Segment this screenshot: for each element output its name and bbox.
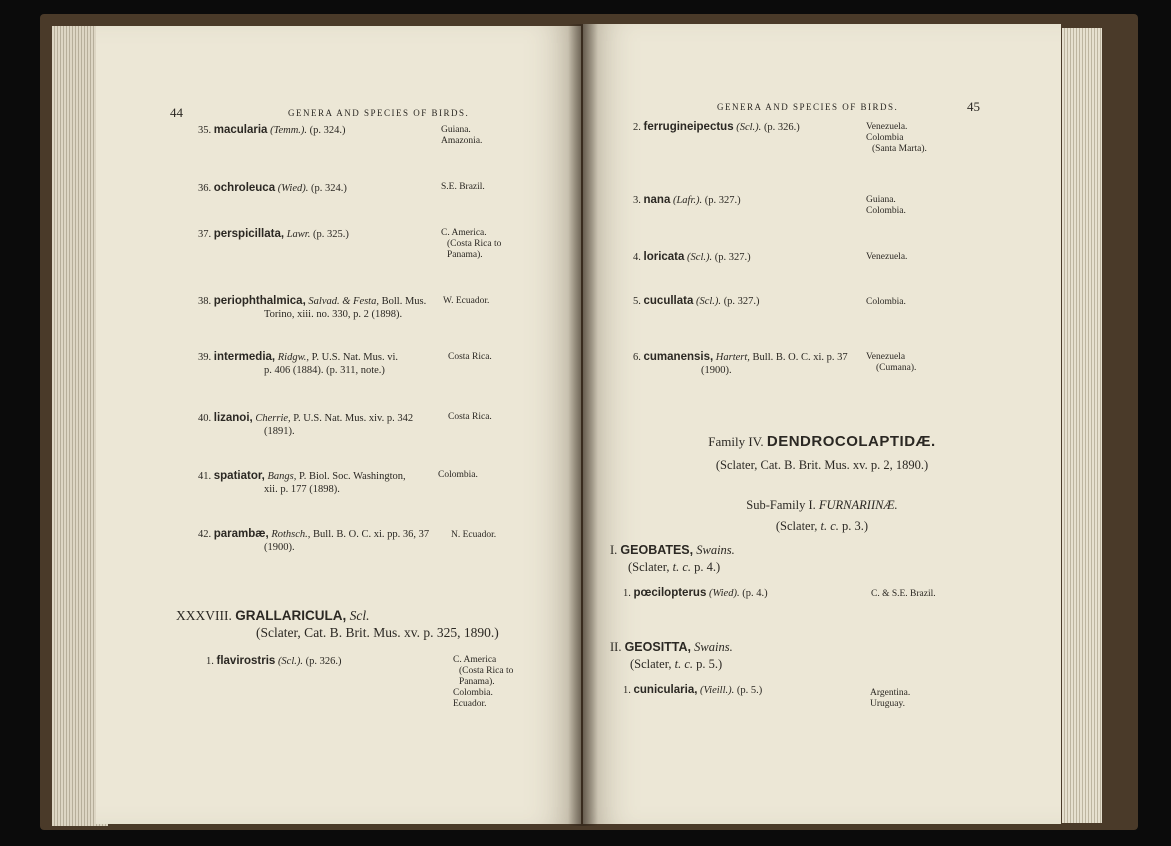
entry-number: 38. — [198, 296, 212, 307]
species-reference: (p. 327.) — [714, 252, 751, 263]
species-name: loricata — [643, 251, 685, 263]
range-line: Guiana. — [441, 125, 471, 135]
range-41 — [438, 470, 478, 481]
species-name: perspicillata, — [213, 228, 285, 240]
ref-text: p. 3.) — [842, 519, 869, 533]
entry-number: 5. — [633, 296, 641, 307]
range-line: Colombia. — [438, 470, 478, 480]
species-reference: (p. 325.) — [312, 229, 349, 240]
species-author: (Vieill.). — [700, 685, 735, 696]
entry-number: 6. — [633, 352, 641, 363]
range-line: (Costa Rica to — [459, 666, 514, 676]
range-6 — [866, 352, 916, 374]
species-entry-flavirostris — [206, 655, 342, 668]
species-name: ochroleuca — [213, 182, 276, 194]
range-line: Argentina. — [870, 688, 911, 698]
species-author: (Temm.). — [270, 125, 308, 136]
genus-author: Swains. — [694, 640, 733, 654]
species-name: lizanoi, — [213, 412, 253, 424]
ref-text: p. 4.) — [694, 560, 721, 574]
species-reference: (p. 324.) — [310, 183, 347, 194]
range-line: Venezuela — [866, 352, 906, 362]
right-page — [583, 24, 1061, 824]
species-reference: (p. 4.) — [742, 588, 768, 599]
entry-number: 39. — [198, 352, 212, 363]
entry-number: 2. — [633, 122, 641, 133]
species-entry-cunicularia — [623, 684, 762, 697]
species-name: cumanensis, — [643, 351, 714, 363]
species-author: Rothsch., — [271, 529, 311, 540]
species-reference: Boll. Mus. — [381, 296, 427, 307]
species-name: ferrugineipectus — [643, 121, 734, 133]
range-poecilopterus — [871, 589, 936, 600]
ref-text: p. 5.) — [696, 657, 723, 671]
subfamily-heading — [583, 498, 1061, 513]
genus-name: GEOBATES, — [620, 543, 694, 557]
species-author: Cherrie, — [255, 413, 291, 424]
species-author: (Scl.). — [277, 656, 304, 667]
species-name: cucullata — [643, 295, 694, 307]
genus-author: Swains. — [696, 543, 735, 557]
entry-number: 1. — [623, 685, 631, 696]
species-reference-cont: p. 406 (1884). (p. 311, note.) — [264, 365, 385, 376]
range-42 — [451, 530, 496, 541]
range-line: Uruguay. — [870, 699, 905, 709]
range-line: Venezuela. — [866, 252, 908, 262]
range-line: Costa Rica. — [448, 352, 492, 362]
species-entry-4 — [633, 251, 751, 264]
range-36 — [441, 182, 485, 193]
species-entry-42 — [198, 528, 429, 554]
entry-number: 3. — [633, 195, 641, 206]
genus-heading-geositta — [610, 639, 733, 673]
page-number-left: 44 — [170, 105, 183, 120]
ref-text: (Sclater, — [630, 657, 672, 671]
species-entry-41 — [198, 470, 406, 496]
species-entry-40 — [198, 412, 413, 438]
species-name: macularia — [213, 124, 268, 136]
range-line: Ecuador. — [453, 699, 487, 709]
species-name: parambæ, — [213, 528, 269, 540]
species-author: (Wied). — [708, 588, 740, 599]
range-cunicularia — [870, 688, 910, 710]
genus-reference: (Sclater, Cat. B. Brit. Mus. xv. p. 325, 1890.) — [256, 625, 499, 640]
ref-abbrev: t. c. — [820, 519, 839, 533]
species-author: Ridgw., — [277, 352, 310, 363]
entry-number: 1. — [206, 656, 214, 667]
left-page — [96, 26, 581, 824]
range-line: Venezuela. — [866, 122, 908, 132]
range-line: Colombia. — [453, 688, 493, 698]
species-entry-2 — [633, 121, 800, 134]
range-line: N. Ecuador. — [451, 530, 497, 540]
ref-abbrev: t. c. — [674, 657, 694, 671]
species-reference: (p. 324.) — [309, 125, 346, 136]
species-reference: Bull. B. O. C. xi. p. 37 — [752, 352, 848, 363]
genus-number: XXXVIII. — [176, 608, 232, 623]
range-4 — [866, 252, 907, 263]
range-line: (Cumana). — [876, 363, 917, 373]
range-40 — [448, 412, 492, 423]
species-reference-cont: (1900). — [264, 542, 295, 553]
entry-number: 1. — [623, 588, 631, 599]
species-entry-36 — [198, 182, 347, 195]
species-reference: (p. 5.) — [736, 685, 763, 696]
species-reference: (p. 326.) — [763, 122, 800, 133]
genus-name: GEOSITTA, — [624, 640, 692, 654]
ref-text: (Sclater, — [775, 519, 818, 533]
species-author: (Scl.). — [695, 296, 722, 307]
page-number-right: 45 — [967, 99, 980, 114]
species-reference-cont: Torino, xiii. no. 330, p. 2 (1898). — [264, 309, 403, 320]
range-line: Guiana. — [866, 195, 896, 205]
range-line: S.E. Brazil. — [441, 182, 485, 192]
species-reference: Bull. B. O. C. xi. pp. 36, 37 — [313, 529, 430, 540]
genus-number: II. — [610, 640, 622, 654]
species-reference-cont: xii. p. 177 (1898). — [264, 484, 340, 495]
entry-number: 37. — [198, 229, 212, 240]
species-entry-38 — [198, 295, 426, 321]
range-39 — [448, 352, 492, 363]
range-line: C. America. — [441, 228, 487, 238]
range-35 — [441, 125, 482, 147]
subfamily-reference — [583, 519, 1061, 534]
subfamily-name: FURNARIINÆ. — [818, 498, 898, 512]
range-line: (Costa Rica to — [447, 239, 502, 249]
species-reference: P. U.S. Nat. Mus. vi. — [311, 352, 399, 363]
species-entry-3 — [633, 194, 741, 207]
range-line: Colombia — [866, 133, 904, 143]
book-gutter — [568, 24, 598, 826]
range-line: W. Ecuador. — [443, 296, 490, 306]
entry-number: 35. — [198, 125, 212, 136]
species-author: (Wied). — [277, 183, 309, 194]
ref-abbrev: t. c. — [672, 560, 692, 574]
range-line: Panama). — [459, 677, 495, 687]
genus-number: I. — [610, 543, 618, 557]
range-line: Panama). — [447, 250, 483, 260]
genus-name: GRALLARICULA, — [235, 608, 347, 623]
range-flavirostris — [453, 655, 513, 710]
entry-number: 4. — [633, 252, 641, 263]
entry-number: 41. — [198, 471, 212, 482]
entry-number: 42. — [198, 529, 212, 540]
range-line: Colombia. — [866, 297, 906, 307]
species-name: flavirostris — [216, 655, 276, 667]
species-entry-37 — [198, 228, 349, 241]
species-author: (Scl.). — [736, 122, 762, 133]
entry-number: 40. — [198, 413, 212, 424]
species-reference: P. U.S. Nat. Mus. xiv. p. 342 — [293, 413, 414, 424]
range-38 — [443, 296, 489, 307]
ref-text: (Sclater, — [628, 560, 670, 574]
species-name: spatiator, — [213, 470, 265, 482]
genus-heading-geobates — [610, 542, 735, 576]
species-reference-cont: (1891). — [264, 426, 295, 437]
genus-heading-grallaricula — [176, 607, 499, 641]
species-name: cunicularia, — [633, 684, 698, 696]
species-author: Bangs, — [267, 471, 297, 482]
species-reference: P. Biol. Soc. Washington, — [299, 471, 406, 482]
range-line: Colombia. — [866, 206, 906, 216]
range-5 — [866, 297, 906, 308]
species-name: periophthalmica, — [213, 295, 306, 307]
species-name: intermedia, — [213, 351, 276, 363]
range-line: Costa Rica. — [448, 412, 492, 422]
range-line: Amazonia. — [441, 136, 483, 146]
running-head-right: GENERA AND SPECIES OF BIRDS. — [717, 102, 899, 112]
range-line: C. & S.E. Brazil. — [871, 589, 936, 599]
range-2 — [866, 122, 927, 155]
right-page-edges — [1062, 28, 1102, 823]
species-author: (Lafr.). — [672, 195, 703, 206]
species-entry-poecilopterus — [623, 587, 768, 600]
species-author: (Scl.). — [687, 252, 713, 263]
species-name: nana — [643, 194, 671, 206]
species-reference: (p. 326.) — [305, 656, 342, 667]
entry-number: 36. — [198, 183, 212, 194]
family-name: DENDROCOLAPTIDÆ. — [766, 433, 936, 450]
species-name: pœcilopterus — [633, 587, 707, 599]
species-reference: (p. 327.) — [704, 195, 741, 206]
range-37 — [441, 228, 501, 261]
species-entry-6 — [633, 351, 848, 377]
species-author: Lawr. — [286, 229, 311, 240]
range-3 — [866, 195, 906, 217]
subfamily-prefix: Sub-Family I. — [746, 498, 816, 512]
species-entry-39 — [198, 351, 398, 377]
genus-author: Scl. — [349, 608, 370, 623]
species-author: Salvad. & Festa, — [308, 296, 379, 307]
family-heading — [583, 433, 1061, 450]
species-entry-5 — [633, 295, 760, 308]
species-author: Hartert, — [715, 352, 750, 363]
species-reference: (p. 327.) — [723, 296, 760, 307]
family-prefix: Family IV. — [708, 434, 764, 449]
species-reference-cont: (1900). — [701, 365, 732, 376]
species-entry-35 — [198, 124, 346, 137]
running-head-left: GENERA AND SPECIES OF BIRDS. — [288, 108, 470, 118]
range-line: (Santa Marta). — [872, 144, 927, 154]
range-line: C. America — [453, 655, 497, 665]
family-reference: (Sclater, Cat. B. Brit. Mus. xv. p. 2, 1890.) — [715, 458, 929, 472]
